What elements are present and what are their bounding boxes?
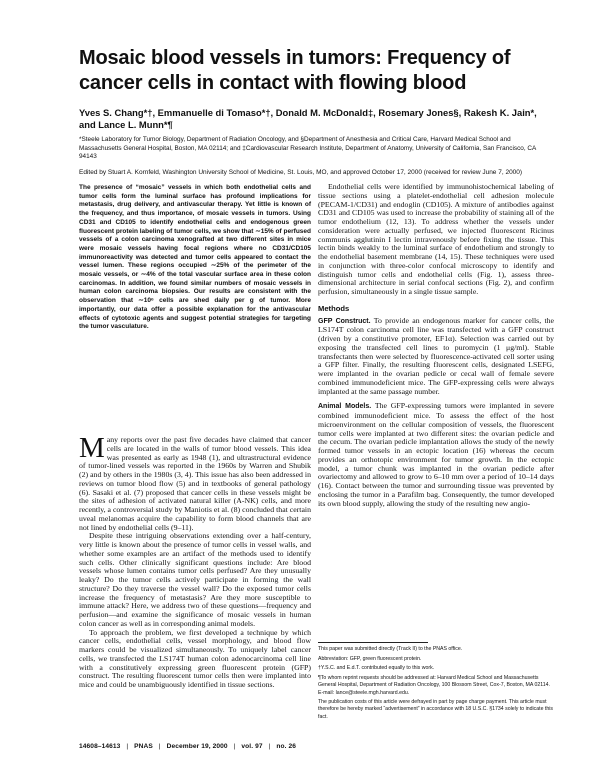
author-list: Yves S. Chang*†, Emmanuelle di Tomaso*†, Donald M. McDonald‡, Rosemary Jones§, Rakesh K. Jain*, and Lance L. Munn*¶ — [79, 107, 537, 130]
gfp-text: To provide an endogenous marker for cancer cells, the LS174T colon carcinoma cell line was transfected with a GFP construct (driven by a constitutive promoter, EF1α). Selection was carried out by exposing the transfected cell lines to puromycin (1 μg/ml). Stable transfectants then were selected by fluorescence-activated cell sorter using a GFP filter. Finally, the resulting fluorescent cells, designated LSEFG, were implanted in the ovarian pedicle or cecal wall of female severe combined immunodeficient mice. The GFP-expressing cells were always implanted at the same passage number. — [318, 315, 554, 396]
page-footer — [79, 743, 559, 750]
footnote-rule — [318, 642, 428, 643]
animal-paragraph — [318, 402, 554, 508]
right-column — [318, 183, 554, 508]
intro-paragraph-2: Despite these intriguing observations extending over a half-century, very little is known about the presence of tumor cells in vessel walls, and whether some examples are an artifact of the methods used to identify such cells. Other clinically significant questions include: Are blood vessels whose lumen contains tumor cells perfused? Are they unusually leaky? Do the tumor cells actively participate in forming the wall structure? Do they traverse the vessel wall? Do the exposed tumor cells increase the frequency of metastasis? Are they more susceptible to immune attack? Here, we address two of these questions—frequency and perfusion—and examine the significance of mosaic vessels in human colon cancer as well as in corresponding animal models. — [79, 531, 311, 628]
footer-pages: 14608–14613 — [79, 743, 121, 750]
footer-issue: no. 26 — [276, 743, 296, 750]
footnote: Abbreviation: GFP, green fluorescent protein. — [318, 655, 422, 662]
abstract: The presence of “mosaic” vessels in which both endothelial cells and tumor cells form the luminal surface has profound implications for metastasis, drug delivery, and antivascular therapy. Yet little is known of the frequency, and thus importance, of mosaic vessels in tumors. Using CD31 and CD105 to identify endothelial cells and endogenous green fluorescent protein labeling of tumor cells, we show that ∼15% of perfused vessels of a colon carcinoma xenografted at two different sites in mice were mosaic vessels having focal regions where no CD31/CD105 immunoreactivity was detected and tumor cells appeared to contact the vessel lumen. These regions occupied ∼25% of the perimeter of the mosaic vessels, or ∼4% of the total vascular surface area in these colon carcinomas. In addition, we found similar numbers of mosaic vessels in human colon carcinoma biopsies. Our results are consistent with the observation that ∼10⁶ cells are shed daily per g of tumor. More importantly, our data offer a possible explanation for the antivascular effects of cytotoxic agents and suggest potential strategies for targeting the tumor vasculature. — [79, 184, 311, 331]
intro-paragraph-3: To approach the problem, we first developed a technique by which cancer cells, endothelial cells, vessel morphology, and blood flow markers could be visualized simultaneously. To uniquely label cancer cells, we transfected the LS174T human colon adenocarcinoma cell line with a constitutively expressing green fluorescent protein (GFP) construct. The resulting fluorescent tumor cells then were implanted into mice and could be unambiguously identified in tissue sections. — [79, 627, 311, 689]
footer-separator: | — [268, 743, 271, 750]
gfp-heading: GFP Construct. — [318, 317, 371, 325]
gfp-paragraph — [318, 317, 554, 397]
drop-cap: M — [79, 432, 105, 464]
article-title: Mosaic blood vessels in tumors: Frequency of cancer cells in contact with flowing blood — [79, 47, 511, 94]
introduction — [79, 432, 311, 690]
footnote: ¶To whom reprint requests should be addressed at: Harvard Medical School and Massachusetts General Hospital, Department of Radiation Oncology, 100 Blossom Street, Cox-7, Boston, MA 02114. E-mail: lance@steele.mgh.harvard.edu. — [318, 675, 550, 696]
footer-volume: vol. 97 — [241, 743, 263, 750]
affiliations: *Steele Laboratory for Tumor Biology, Department of Radiation Oncology, and §Department of Anesthesia and Critical Care, Harvard Medical School and Massachusetts General Hospital, Boston, MA 02114; and ‡Cardiovascular Research Institute, Department of Anatomy, University of California, San Francisco, CA 94143 — [79, 136, 536, 161]
editor-note: Edited by Stuart A. Kornfeld, Washington University School of Medicine, St. Louis, MO, and approved October 17, 2000 (received for review June 7, 2000) — [79, 169, 523, 176]
footer-separator: | — [158, 743, 161, 750]
footer-separator: | — [233, 743, 236, 750]
footer-date: December 19, 2000 — [166, 743, 228, 750]
intro-paragraph-1: any reports over the past five decades have claimed that cancer cells are located in the walls of tumor blood vessels. This idea was presented as early as 1948 (1), and ultrastructural evidence of tumor-lined vessels was reported in the 1960s by Warren and Shubik (2) and by others in the 1980s (3, 4). This issue has also been addressed in reviews on tumor blood flow (5) and in textbooks of general pathology (6). Sasaki et al. (7) proposed that cancer cells in these vessels might be the sites of adhesion of activated natural killer (A-NK) cells, and more recently, a controversial study by Maniotis et al. (8) concluded that certain uveal melanomas acquire the capability to form blood channels that are not lined by endothelial cells (9–11). — [79, 435, 311, 532]
footer-journal: PNAS — [134, 743, 153, 750]
footnotes — [318, 646, 554, 723]
animal-heading: Animal Models. — [318, 403, 372, 411]
methods-heading: Methods — [318, 303, 350, 313]
footnote: †Y.S.C. and E.d.T. contributed equally to this work. — [318, 665, 435, 672]
footnote: This paper was submitted directly (Track II) to the PNAS office. — [318, 646, 463, 652]
footnote: The publication costs of this article were defrayed in part by page charge payment. This article must therefore be hereby marked “advertisement” in accordance with 18 U.S.C. §1734 solely to indicate this fact. — [318, 699, 554, 720]
footer-separator: | — [126, 743, 129, 750]
right-paragraph-1: Endothelial cells were identified by immunohistochemical labeling of tissue sections using a platelet-endothelial cell adhesion molecule (PECAM-1/CD31) and endoglin (CD105). A mixture of antibodies against CD31 and CD105 was used to increase the probability of staining all of the tumor endothelium (12, 13). To address whether the vessels under consideration were actually perfused, we injected fluorescent Ricinus communis agglutinin I lectin intravenously before fixing the tissue. This lectin binds weakly to the luminal surface of endothelium and strongly to the endothelial basement membrane (14, 15). These techniques were used in conjunction with three-color confocal microscopy to identify and distinguish tumor cells and endothelial cells (Fig. 1), assess three-dimensional architecture in serial confocal sections (Fig. 2), and confirm perfusion, simultaneously in a single tissue sample. — [318, 182, 554, 296]
animal-text: The GFP-expressing tumors were implanted in severe combined immunodeficient mice. To assess the effect of the host microenvironment on the cellular composition of vessels, the fluorescent tumor cells were implanted at two different sites: the ovarian pedicle and the cecum. The ovarian pedicle implantation allows the study of the newly formed tumor vessels in an ectopic location (16) whereas the cecum provides an orthotopic environment for tumor growth. In the ectopic model, a tumor chunk was implanted in the ovarian pedicle after ovariectomy and allowed to grow to 6–10 mm over a period of 10–14 days (16). Contact between the tumor and surrounding tissue was prevented by enclosing the tumor in a Parafilm bag. Consequently, the tumor developed its own blood supply, allowing the study of the resulting new angio- — [318, 401, 554, 508]
